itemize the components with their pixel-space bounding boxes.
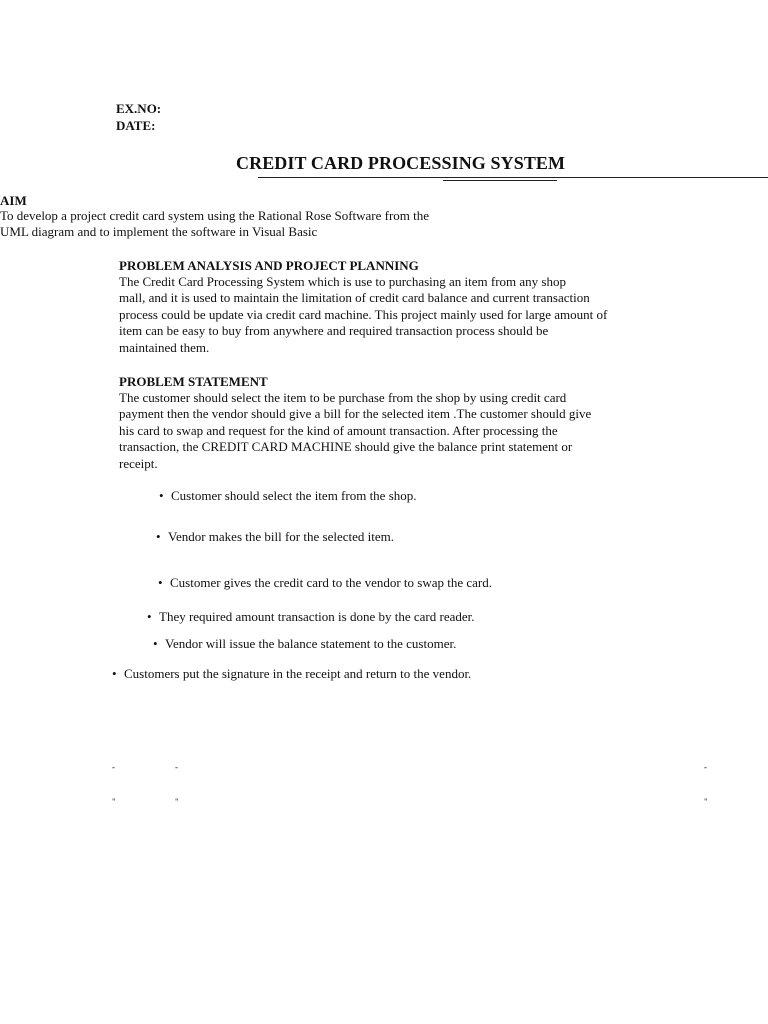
list-item-text: Customers put the signature in the receipt and return to the vendor.	[124, 666, 472, 681]
aim-paragraph	[0, 208, 429, 241]
list-item-text: Customer should select the item from the shop.	[171, 488, 417, 503]
bullet-icon: •	[158, 575, 163, 590]
list-item	[156, 529, 394, 545]
problem-statement-line: transaction, the CREDIT CARD MACHINE should give the balance print statement or	[119, 439, 573, 455]
bullet-icon: •	[112, 666, 117, 681]
list-item	[159, 488, 417, 504]
quote-mark: "	[175, 797, 179, 807]
problem-analysis-line: The Credit Card Processing System which is use to purchasing an item from any shop	[119, 274, 566, 289]
bullet-icon: •	[156, 529, 161, 544]
quote-mark: "	[112, 797, 116, 807]
bullet-icon: •	[153, 636, 158, 651]
aim-heading: AIM	[0, 193, 27, 208]
aim-line: UML diagram and to implement the software in Visual Basic	[0, 224, 318, 240]
aim-line: To develop a project credit card system using the Rational Rose Software from the	[0, 208, 430, 223]
problem-statement-line: The customer should select the item to be purchase from the shop by using credit card	[119, 390, 567, 405]
problem-statement-heading: PROBLEM STATEMENT	[119, 374, 268, 389]
problem-analysis-line: maintained them.	[119, 339, 210, 355]
title-underline-short	[443, 180, 557, 181]
dash-mark: -	[175, 762, 178, 772]
problem-statement-line: his card to swap and request for the kind of amount transaction. After processing the	[119, 422, 558, 438]
problem-statement-line: payment then the vendor should give a bill for the selected item .The customer should give	[119, 406, 592, 422]
list-item-text: Customer gives the credit card to the vendor to swap the card.	[170, 575, 493, 590]
list-item-text: Vendor will issue the balance statement to the customer.	[165, 636, 457, 651]
list-item-text: They required amount transaction is done by the card reader.	[159, 609, 475, 624]
list-item	[153, 636, 456, 652]
list-item	[158, 575, 492, 591]
problem-analysis-line: process could be update via credit card machine. This project mainly used for large amount of	[119, 306, 608, 322]
list-item	[112, 666, 471, 682]
bullet-icon: •	[159, 488, 164, 503]
problem-analysis-line: item can be easy to buy from anywhere and required transaction process should be	[119, 323, 549, 339]
bullet-icon: •	[147, 609, 152, 624]
problem-analysis-paragraph	[119, 274, 607, 356]
problem-analysis-heading: PROBLEM ANALYSIS AND PROJECT PLANNING	[119, 258, 419, 273]
date-label: DATE:	[116, 118, 156, 133]
document-title: CREDIT CARD PROCESSING SYSTEM	[236, 153, 566, 173]
list-item	[147, 609, 475, 625]
quote-mark: "	[704, 797, 708, 807]
title-underline	[258, 177, 768, 178]
dash-mark: -	[112, 762, 115, 772]
problem-statement-line: receipt.	[119, 455, 158, 471]
exno-label: EX.NO:	[116, 101, 162, 116]
problem-statement-paragraph	[119, 390, 591, 472]
dash-mark: -	[704, 762, 707, 772]
list-item-text: Vendor makes the bill for the selected item.	[168, 529, 394, 544]
problem-analysis-line: mall, and it is used to maintain the limitation of credit card balance and current transaction	[119, 290, 590, 306]
